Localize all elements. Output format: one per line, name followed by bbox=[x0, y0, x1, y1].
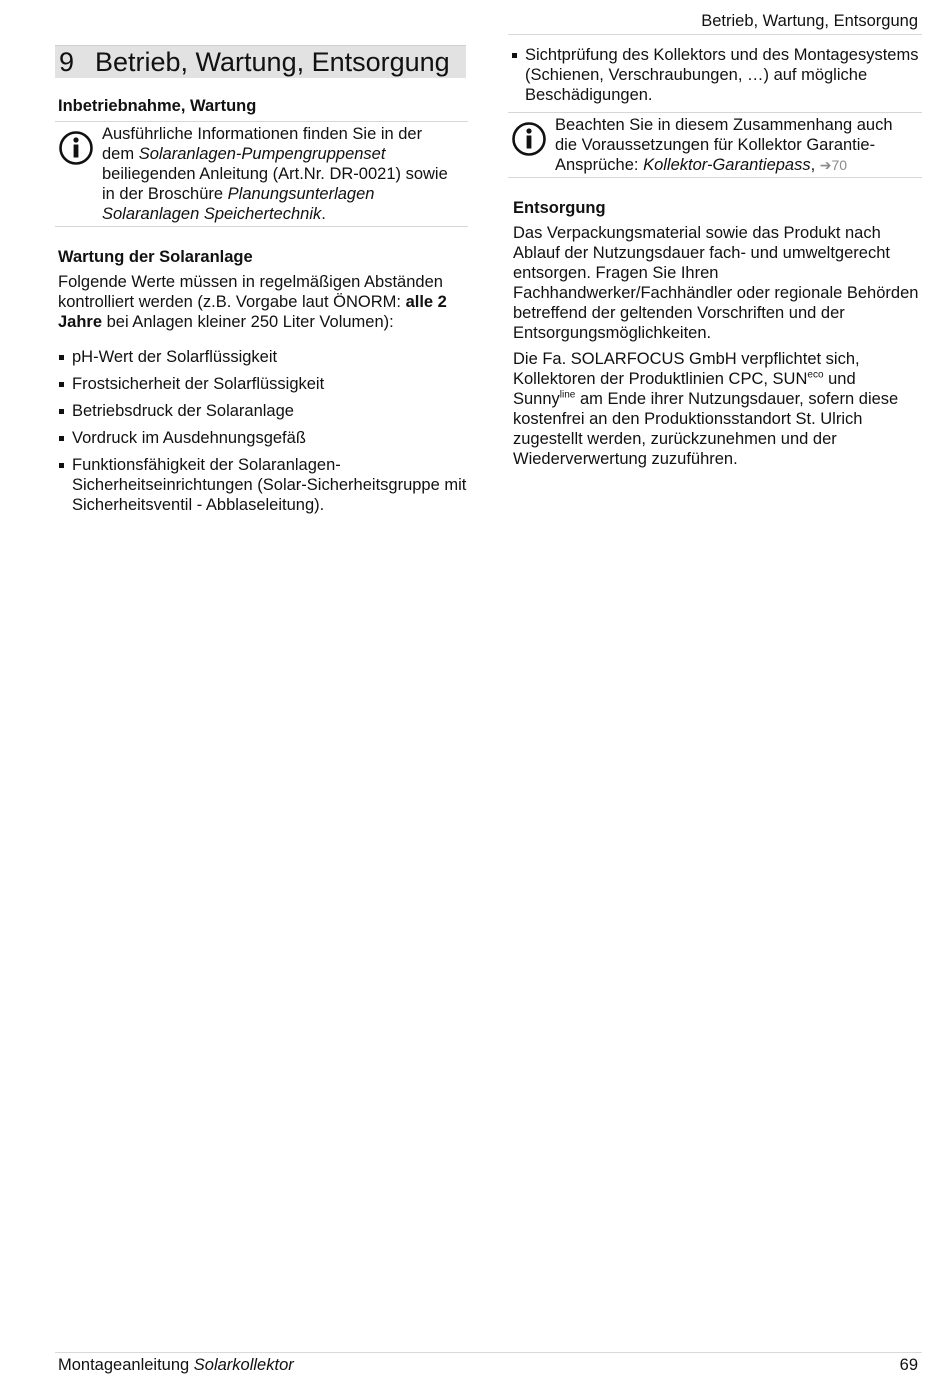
chapter-title bbox=[55, 45, 466, 78]
paragraph-text: Die Fa. SOLARFOCUS GmbH verpflichtet sich, Kollektoren der Produktlinien CPC, SUN bbox=[513, 350, 860, 388]
info-text: Ausführliche Informationen finden Sie in der dem bbox=[102, 125, 423, 163]
paragraph-text: und Sunny bbox=[513, 370, 856, 408]
right-column bbox=[508, 45, 922, 469]
page-reference-arrow-icon: ➔ bbox=[819, 157, 832, 173]
chapter-title-text: Betrieb, Wartung, Entsorgung bbox=[95, 47, 450, 77]
running-header: Betrieb, Wartung, Entsorgung bbox=[701, 12, 918, 30]
info-text-italic: Kollektor-Garantiepass bbox=[643, 156, 811, 174]
intro-text: Folgende Werte müssen in regelmäßigen Abständen kontrolliert werden (z.B. Vorgabe laut ÖNORM: bbox=[58, 273, 443, 311]
section-heading-inbetriebnahme: Inbetriebnahme, Wartung bbox=[58, 97, 257, 115]
footer-doc-title bbox=[58, 1356, 294, 1375]
paragraph-text: am Ende ihrer Nutzungsdauer, sofern diese kostenfrei an den Produktionsstandort St. Ulrich zugestellt werden, zurückzunehmen und der Wiederverwertung zuzuführen. bbox=[513, 390, 899, 468]
list-item: Sichtprüfung des Kollektors und des Montagesystems (Schienen, Verschraubungen, …) auf mögliche Beschädigungen. bbox=[508, 45, 922, 105]
left-column bbox=[55, 45, 468, 522]
list-item: pH-Wert der Solarflüssigkeit bbox=[55, 347, 468, 367]
list-item: Funktionsfähigkeit der Solaranlagen-Sicherheitseinrichtungen (Solar-Sicherheitsgruppe mit Sicherheitsventil - Abblaseleitung). bbox=[55, 455, 468, 515]
info-text: . bbox=[321, 205, 326, 223]
info-circle-icon bbox=[511, 121, 547, 157]
info-box bbox=[55, 121, 468, 227]
section-heading-entsorgung: Entsorgung bbox=[513, 199, 606, 217]
superscript: line bbox=[559, 389, 576, 401]
info-text: beiliegenden Anleitung (Art.Nr. DR-0021) sowie in der Broschüre bbox=[102, 165, 448, 203]
section-heading-wartung: Wartung der Solaranlage bbox=[58, 248, 253, 266]
intro-text-bold: alle 2 Jahre bbox=[58, 293, 447, 331]
info-circle-icon bbox=[58, 130, 94, 166]
entsorgung-paragraph-2 bbox=[513, 349, 922, 469]
superscript: eco bbox=[807, 369, 824, 381]
list-item: Betriebsdruck der Solaranlage bbox=[55, 401, 468, 421]
footer-divider bbox=[55, 1352, 922, 1353]
page-number: 69 bbox=[899, 1356, 918, 1374]
footer-doc-title-italic: Solarkollektor bbox=[193, 1356, 294, 1374]
entsorgung-paragraph-1: Das Verpackungsmaterial sowie das Produkt nach Ablauf der Nutzungsdauer fach- und umweltgerecht entsorgen. Fragen Sie Ihren Fachhandwerker/Fachhändler oder regionale Behörden betreffend der geltenden Vorschriften und der Entsorgungsmöglichkeiten. bbox=[513, 224, 919, 342]
sichtpruefung-list bbox=[508, 45, 922, 105]
info-text-italic: Planungsunterlagen Solaranlagen Speichertechnik bbox=[102, 185, 375, 223]
header-divider bbox=[508, 34, 922, 35]
intro-text: bei Anlagen kleiner 250 Liter Volumen): bbox=[102, 313, 394, 331]
list-item: Frostsicherheit der Solarflüssigkeit bbox=[55, 374, 468, 394]
info-text: Beachten Sie in diesem Zusammenhang auch die Voraussetzungen für Kollektor Garantie-Ansprüche: bbox=[555, 116, 893, 174]
chapter-number: 9 bbox=[59, 47, 75, 77]
wartung-list bbox=[55, 347, 468, 515]
info-text: , bbox=[810, 156, 820, 174]
footer-doc-title-text: Montageanleitung bbox=[58, 1356, 194, 1374]
info-box-garantie bbox=[508, 112, 922, 178]
list-item: Vordruck im Ausdehnungsgefäß bbox=[55, 428, 468, 448]
wartung-intro bbox=[58, 272, 468, 332]
info-text-italic: Solaranlagen-Pumpengruppenset bbox=[138, 145, 386, 163]
page-reference-link[interactable]: 70 bbox=[831, 157, 848, 173]
